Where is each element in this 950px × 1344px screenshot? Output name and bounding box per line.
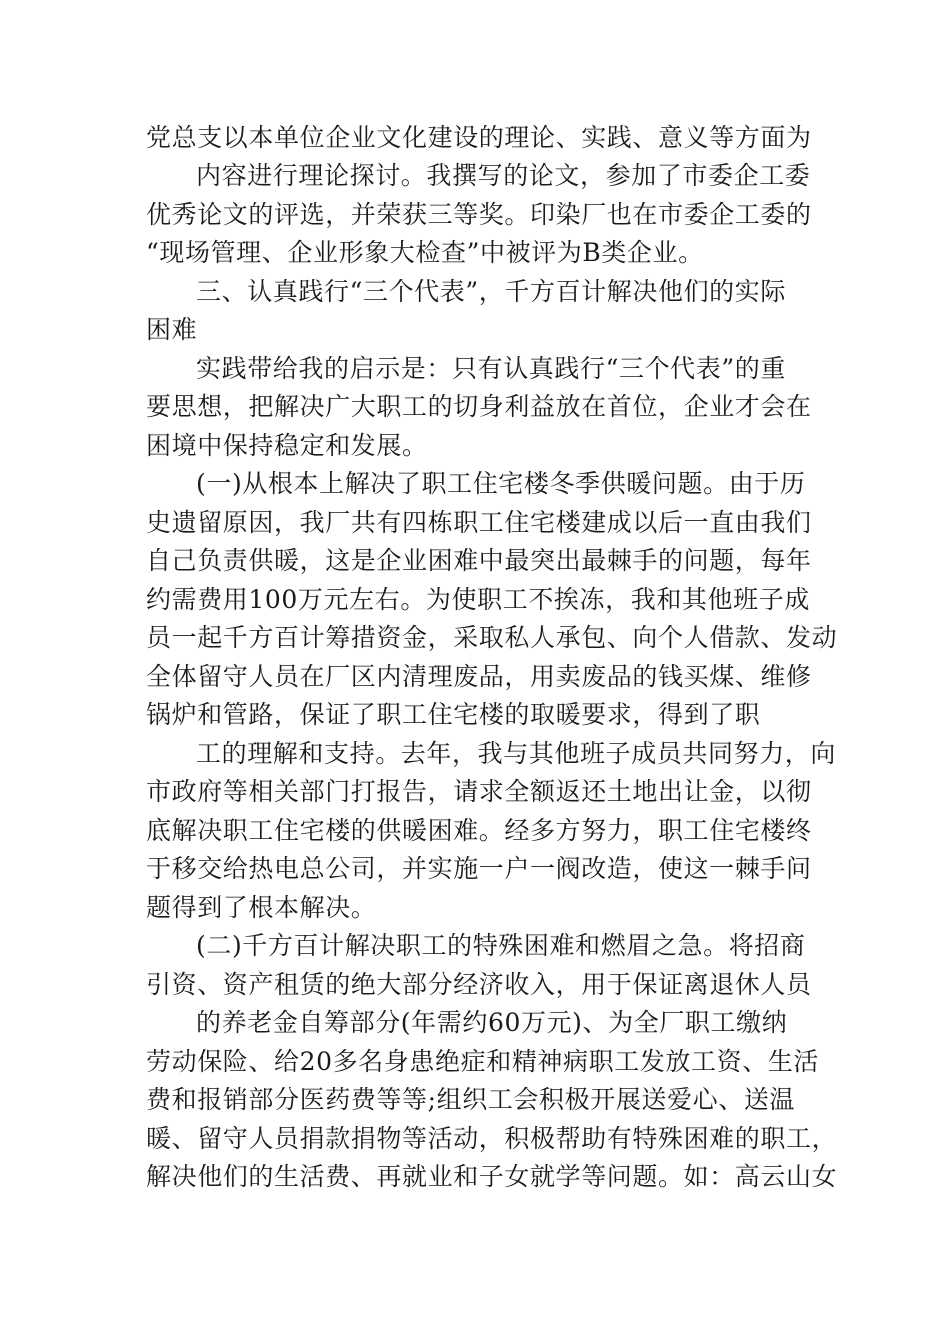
- text-line: 约需费用100万元左右。为使职工不挨冻，我和其他班子成: [146, 585, 810, 614]
- section-heading: 三、认真践行“三个代表”，千方百计解决他们的实际: [196, 277, 786, 306]
- text-line: “现场管理、企业形象大检查”中被评为B类企业。: [146, 238, 704, 267]
- text-line: 党总支以本单位企业文化建设的理论、实践、意义等方面为: [146, 123, 812, 152]
- text-line: 市政府等相关部门打报告，请求全额返还土地出让金，以彻: [146, 777, 812, 806]
- text-line: 优秀论文的评选，并荣获三等奖。印染厂也在市委企工委的: [146, 200, 812, 229]
- text-line: 的养老金自筹部分(年需约60万元)、为全厂职工缴纳: [196, 1008, 788, 1037]
- text-line: 史遗留原因，我厂共有四栋职工住宅楼建成以后一直由我们: [146, 508, 812, 537]
- text-line: 费和报销部分医药费等等;组织工会积极开展送爱心、送温: [146, 1085, 796, 1114]
- text-line: 困境中保持稳定和发展。: [146, 431, 428, 460]
- text-line: 内容进行理论探讨。我撰写的论文，参加了市委企工委: [196, 161, 811, 190]
- text-line: 于移交给热电总公司，并实施一户一阀改造，使这一棘手问: [146, 854, 812, 883]
- text-line: (一)从根本上解决了职工住宅楼冬季供暖问题。由于历: [196, 469, 806, 498]
- text-line: 要思想，把解决广大职工的切身利益放在首位，企业才会在: [146, 392, 812, 421]
- section-heading: 困难: [146, 315, 198, 344]
- text-line: 工的理解和支持。去年，我与其他班子成员共同努力，向: [196, 739, 837, 768]
- text-line: 锅炉和管路，保证了职工住宅楼的取暖要求，得到了职: [146, 700, 761, 729]
- text-line: 底解决职工住宅楼的供暖困难。经多方努力，职工住宅楼终: [146, 816, 812, 845]
- text-line: 题得到了根本解决。: [146, 893, 377, 922]
- text-line: 全体留守人员在厂区内清理废品，用卖废品的钱买煤、维修: [146, 662, 812, 691]
- text-line: 解决他们的生活费、再就业和子女就学等问题。如：高云山女: [146, 1162, 838, 1191]
- text-line: (二)千方百计解决职工的特殊困难和燃眉之急。将招商: [196, 931, 806, 960]
- text-line: 劳动保险、给20多名身患绝症和精神病职工发放工资、生活: [146, 1047, 820, 1076]
- text-line: 实践带给我的启示是：只有认真践行“三个代表”的重: [196, 354, 786, 383]
- text-line: 员一起千方百计筹措资金，采取私人承包、向个人借款、发动: [146, 623, 838, 652]
- text-line: 自己负责供暖，这是企业困难中最突出最棘手的问题，每年: [146, 546, 812, 575]
- text-line: 引资、资产租赁的绝大部分经济收入，用于保证离退休人员: [146, 970, 812, 999]
- text-line: 暖、留守人员捐款捐物等活动，积极帮助有特殊困难的职工，: [146, 1124, 838, 1153]
